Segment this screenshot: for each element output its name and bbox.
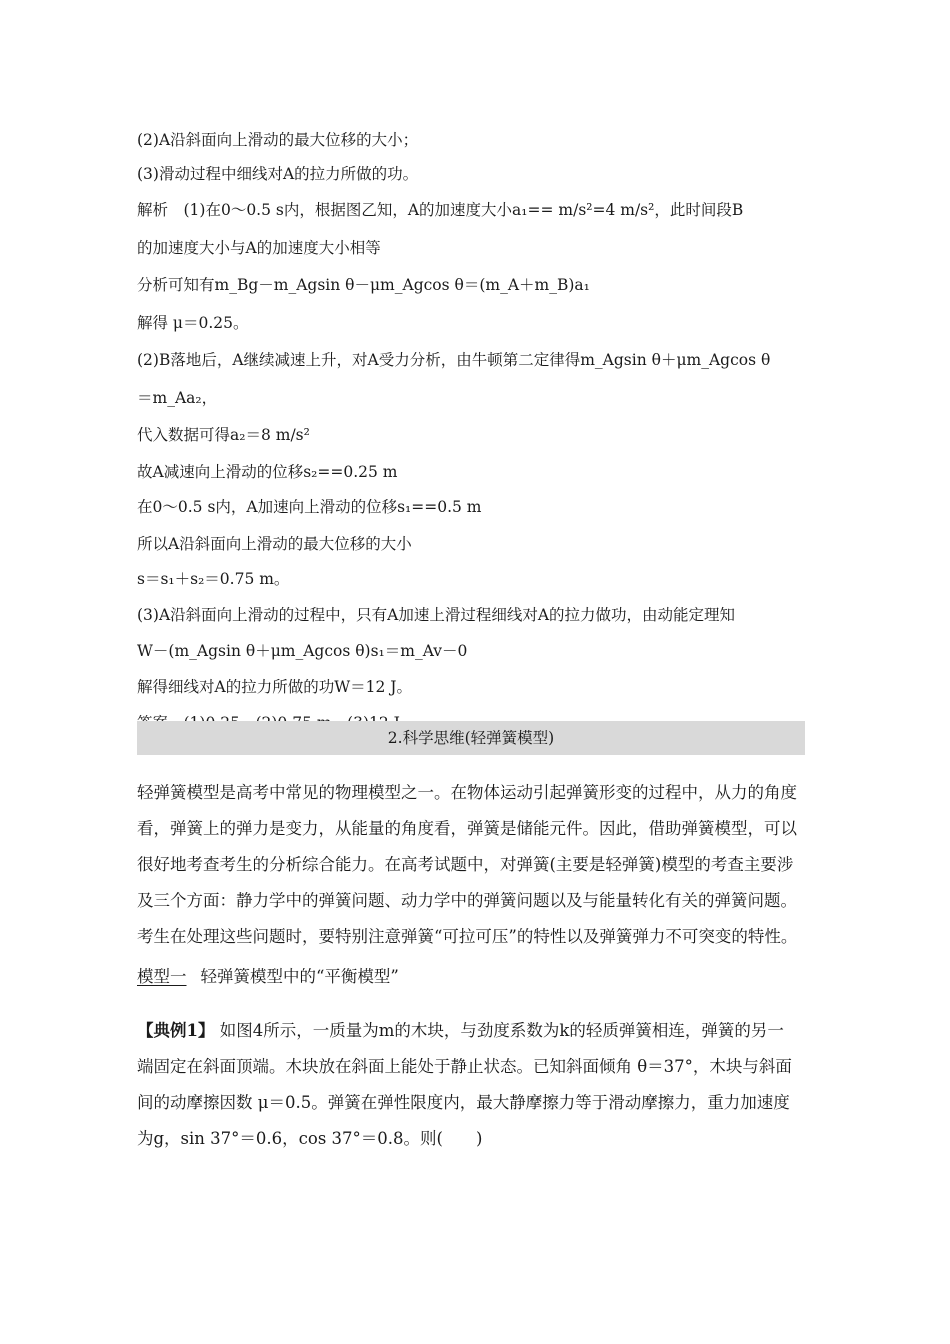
paragraph-line: 看，弹簧上的弹力是变力，从能量的角度看，弹簧是储能元件。因此，借助弹簧模型，可以 xyxy=(137,819,797,838)
example-first-line xyxy=(137,1013,817,1049)
solution-line: 的加速度大小与A的加速度大小相等 xyxy=(137,239,381,257)
paragraph-line: 考生在处理这些问题时，要特别注意弹簧“可拉可压”的特性以及弹簧弹力不可突变的特性。 xyxy=(137,927,798,946)
question-line: (3)滑动过程中细线对A的拉力所做的功。 xyxy=(137,165,419,183)
example-paragraph xyxy=(137,1013,817,1157)
example-tag: 【典例1】 xyxy=(137,1021,215,1040)
example-line: 端固定在斜面顶端。木块放在斜面上能处于静止状态。已知斜面倾角 θ＝37°，木块与斜面 xyxy=(137,1057,792,1076)
solution-line: s＝s₁＋s₂＝0.75 m。 xyxy=(137,570,290,588)
section-title: 2.科学思维(轻弹簧模型) xyxy=(387,729,555,747)
solution-line: 代入数据可得a₂＝8 m/s² xyxy=(137,426,310,444)
solution-line: ＝m_Aa₂， xyxy=(137,389,218,407)
solution-line: 解得细线对A的拉力所做的功W＝12 J。 xyxy=(137,678,412,696)
solution-line: 分析可知有m_Bg－m_Agsin θ－μm_Agcos θ＝(m_A＋m_B)a₁ xyxy=(137,276,590,294)
solution-line: (3)A沿斜面向上滑动的过程中，只有A加速上滑过程细线对A的拉力做功，由动能定理知 xyxy=(137,606,736,624)
intro-paragraph xyxy=(137,775,817,955)
model-title: 轻弹簧模型中的“平衡模型” xyxy=(200,967,399,986)
model-tag: 模型一 xyxy=(137,967,187,986)
solution-line: 解析 (1)在0～0.5 s内，根据图乙知，A的加速度大小a₁== m/s²=4 m/s²，此时间段B xyxy=(137,201,744,219)
paragraph-line: 及三个方面：静力学中的弹簧问题、动力学中的弹簧问题以及与能量转化有关的弹簧问题。 xyxy=(137,891,797,910)
example-line: 如图4所示，一质量为m的木块，与劲度系数为k的轻质弹簧相连，弹簧的另一 xyxy=(214,1021,784,1040)
example-line: 为g，sin 37°＝0.6，cos 37°＝0.8。则( ) xyxy=(137,1129,483,1148)
example-line: 间的动摩擦因数 μ＝0.5。弹簧在弹性限度内，最大静摩擦力等于滑动摩擦力，重力加速度 xyxy=(137,1093,790,1112)
section-header-bar xyxy=(137,721,805,755)
paragraph-line: 轻弹簧模型是高考中常见的物理模型之一。在物体运动引起弹簧形变的过程中，从力的角度 xyxy=(137,783,797,802)
solution-line: 解得 μ＝0.25。 xyxy=(137,314,249,332)
model-heading xyxy=(137,963,399,987)
solution-line: 故A减速向上滑动的位移s₂==0.25 m xyxy=(137,463,398,481)
solution-line: (2)B落地后，A继续减速上升，对A受力分析，由牛顿第二定律得m_Agsin θ＋μm_Agcos θ xyxy=(137,351,771,369)
question-line: (2)A沿斜面向上滑动的最大位移的大小； xyxy=(137,131,419,149)
paragraph-line: 很好地考查考生的分析综合能力。在高考试题中，对弹簧(主要是轻弹簧)模型的考查主要涉 xyxy=(137,855,794,874)
solution-line: 在0～0.5 s内，A加速向上滑动的位移s₁==0.5 m xyxy=(137,498,482,516)
solution-line: W－(m_Agsin θ＋μm_Agcos θ)s₁＝m_Av－0 xyxy=(137,642,468,660)
solution-line: 所以A沿斜面向上滑动的最大位移的大小 xyxy=(137,535,412,553)
